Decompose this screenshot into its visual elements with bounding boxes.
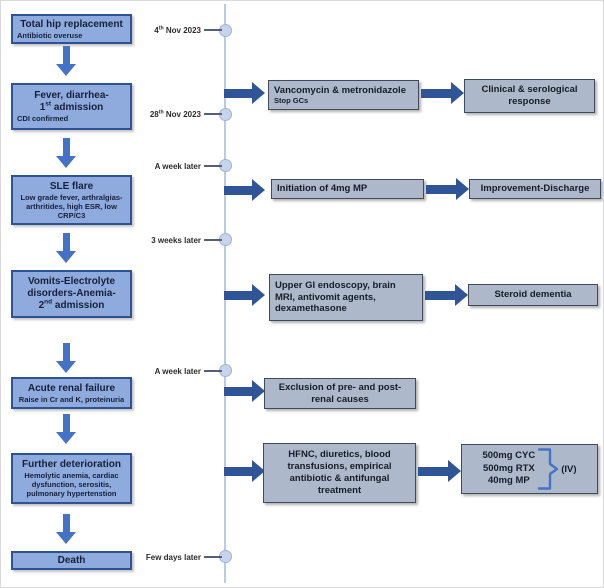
- treatment-box-renal-causes: [264, 378, 416, 409]
- treatment-box-vancomycin: [268, 80, 419, 110]
- timeline-label: [155, 158, 222, 174]
- flow-arrow: [224, 284, 265, 306]
- treatment-title: Vancomycin & metronidazole: [274, 84, 406, 96]
- flow-arrow: [421, 82, 464, 104]
- down-arrow: [56, 233, 76, 263]
- timeline-label: [151, 232, 222, 248]
- flow-arrow: [224, 179, 265, 201]
- event-title-line2: 1st admission: [39, 100, 104, 113]
- event-box-sle-flare: [11, 175, 132, 225]
- down-arrow: [56, 514, 76, 544]
- treatment-box-mp-initiation: [271, 179, 424, 199]
- timeline-label-connector: [204, 113, 222, 115]
- timeline-label-connector: [204, 239, 222, 241]
- flow-arrow: [224, 460, 265, 482]
- iv-drug: 500mg RTX: [482, 462, 535, 474]
- event-box-second-admission: [11, 270, 132, 318]
- down-arrow: [56, 414, 76, 444]
- flow-arrow: [224, 82, 265, 104]
- flow-arrow: [418, 460, 461, 482]
- timeline-label-text: 3 weeks later: [151, 235, 201, 245]
- timeline-label-text: A week later: [154, 366, 201, 376]
- event-subtext: CDI confirmed: [17, 114, 69, 123]
- timeline-label: [146, 549, 222, 565]
- treatment-title: Exclusion of pre- and post-renal causes: [278, 381, 402, 405]
- outcome-title: Steroid dementia: [494, 289, 572, 301]
- iv-drug: 500mg CYC: [482, 450, 536, 462]
- timeline-label-text: A week later: [154, 161, 201, 171]
- event-title-line2: disorders-Anemia-: [27, 288, 116, 299]
- event-box-deterioration: [11, 453, 132, 504]
- curly-bracket-icon: [537, 447, 559, 491]
- event-title: Death: [57, 554, 86, 566]
- treatment-box-endoscopy: [269, 274, 423, 321]
- outcome-box-clinical-response: [464, 79, 595, 113]
- event-title: Fever, diarrhea-: [34, 90, 109, 101]
- flow-arrow: [426, 178, 469, 200]
- timeline-label-text: 28th Nov 2023: [149, 108, 201, 119]
- outcome-box-improvement: [469, 179, 601, 199]
- iv-drug-list: [482, 450, 535, 487]
- outcome-title: Improvement-Discharge: [480, 183, 590, 195]
- treatment-subtext: Stop GCs: [274, 96, 309, 106]
- treatment-box-hfnc: [263, 443, 416, 503]
- event-title-line3: 2nd admission: [38, 298, 105, 311]
- outcome-box-steroid-dementia: [468, 284, 598, 306]
- outcome-box-iv-therapy: [461, 444, 598, 494]
- event-box-renal-failure: [11, 377, 132, 409]
- event-title: Acute renal failure: [27, 382, 116, 394]
- timeline-label: [150, 106, 222, 122]
- event-title: SLE flare: [49, 180, 94, 192]
- event-subtext: Antibiotic overuse: [17, 30, 83, 40]
- down-arrow: [56, 343, 76, 373]
- treatment-title: Initiation of 4mg MP: [277, 183, 368, 195]
- iv-drug: 40mg MP: [487, 475, 530, 487]
- timeline-label-text: Few days later: [145, 552, 201, 562]
- timeline-label-connector: [204, 165, 222, 167]
- timeline-label: [154, 22, 222, 38]
- treatment-title: HFNC, diuretics, blood transfusions, empirical antibiotic & antifungal treatment: [287, 449, 392, 496]
- event-box-death: [11, 551, 132, 570]
- timeline-label-text: 4th Nov 2023: [154, 24, 201, 35]
- event-subtext: Raise in Cr and K, proteinuria: [18, 394, 125, 404]
- iv-route-label: (IV): [561, 463, 577, 475]
- event-box-first-admission: [11, 83, 132, 130]
- timeline-label-connector: [204, 556, 222, 558]
- event-subtext: Hemolytic anemia, cardiac dysfunction, serositis, pulmonary hypertenstion: [24, 471, 119, 498]
- treatment-title: Upper GI endoscopy, brain MRI, antivomit agents, dexamethasone: [275, 279, 396, 315]
- down-arrow: [56, 46, 76, 76]
- event-title: Vomits-Electrolyte: [27, 276, 116, 287]
- event-title: Total hip replacement: [20, 18, 123, 30]
- outcome-title: Clinical & serological response: [481, 84, 578, 107]
- flow-arrow: [425, 284, 468, 306]
- timeline-label-connector: [204, 370, 222, 372]
- event-box-hip-replacement: [11, 14, 132, 44]
- timeline-label: [155, 363, 222, 379]
- event-subtext: Low grade fever, arthralgias-arthritides, high ESR, low CRP/C3: [20, 192, 123, 220]
- timeline-label-connector: [204, 29, 222, 31]
- flow-arrow: [224, 380, 265, 402]
- down-arrow: [56, 138, 76, 168]
- event-title: Further deterioration: [22, 459, 121, 470]
